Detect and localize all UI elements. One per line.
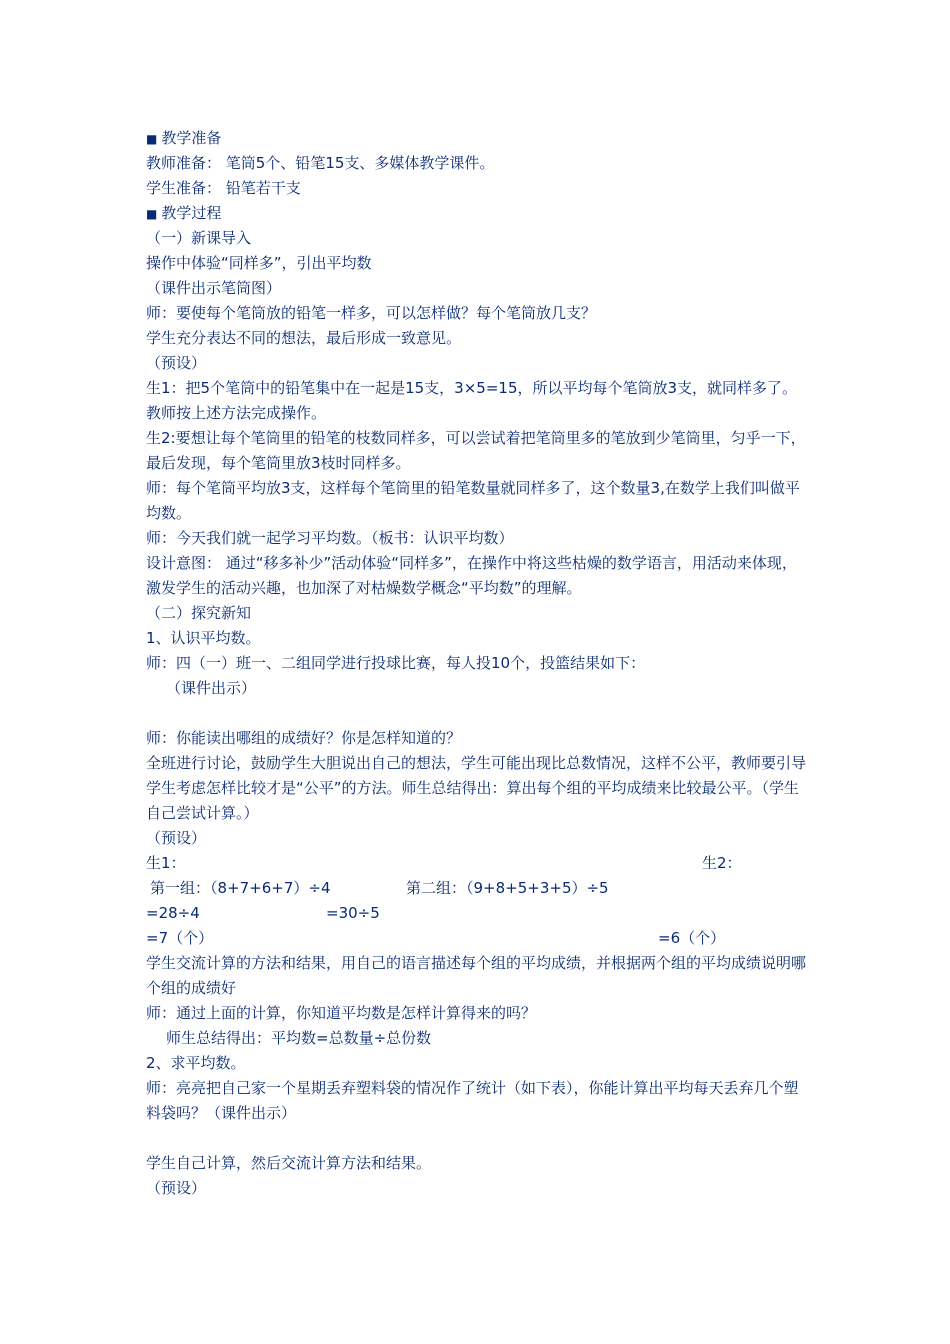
document-body bbox=[146, 126, 806, 1201]
group-1-formula: 第一组：（8+7+6+7）÷4 bbox=[150, 879, 331, 897]
section-heading: ■ 教学过程 bbox=[146, 204, 222, 222]
bullet-icon: ■ bbox=[146, 207, 158, 221]
group-2-formula: 第二组：（9+8+5+3+5）÷5 bbox=[406, 879, 609, 897]
calc-row-students bbox=[146, 851, 806, 876]
paragraph: 生2:要想让每个笔筒里的铅笔的枝数同样多，可以尝试着把笔筒里多的笔放到少笔筒里，匀乎一下，最后发现，每个笔筒里放3枝时同样多。 bbox=[146, 429, 806, 472]
paragraph: （预设） bbox=[146, 829, 207, 847]
paragraph: （预设） bbox=[146, 1179, 207, 1197]
calc-row-step bbox=[146, 901, 806, 926]
paragraph: 生1：把5个笔筒中的铅笔集中在一起是15支，3×5=15，所以平均每个笔筒放3支，就同样多了。 bbox=[146, 379, 798, 397]
paragraph: 师：通过上面的计算，你知道平均数是怎样计算得来的吗？ bbox=[146, 1004, 537, 1022]
paragraph: 2、求平均数。 bbox=[146, 1054, 246, 1072]
student-1-label: 生1： bbox=[146, 854, 186, 872]
group-1-result: =7（个） bbox=[146, 929, 214, 947]
paragraph: 师：你能读出哪组的成绩好？你是怎样知道的？ bbox=[146, 729, 462, 747]
section-heading: ■ 教学准备 bbox=[146, 129, 222, 147]
paragraph: 教师准备： 笔筒5个、铅笔15支、多媒体教学课件。 bbox=[146, 154, 495, 172]
paragraph: （课件出示笔筒图） bbox=[146, 279, 282, 297]
blank-line bbox=[146, 1126, 806, 1151]
subsection-heading: （二）探究新知 bbox=[146, 604, 252, 622]
paragraph: 操作中体验“同样多”，引出平均数 bbox=[146, 254, 372, 272]
paragraph: 师：四（一）班一、二组同学进行投球比赛，每人投10个，投篮结果如下： bbox=[146, 654, 646, 672]
paragraph: 全班进行讨论，鼓励学生大胆说出自己的想法，学生可能出现比总数情况，这样不公平，教师要引导学生考虑怎样比较才是“公平”的方法。师生总结得出：算出每个组的平均成绩来比较最公平。（学生自己尝试计算。） bbox=[146, 754, 807, 822]
group-1-step: =28÷4 bbox=[146, 904, 200, 922]
subsection-heading: （一）新课导入 bbox=[146, 229, 252, 247]
calc-row-results bbox=[146, 926, 806, 951]
paragraph: 师：要使每个笔筒放的铅笔一样多，可以怎样做？每个笔筒放几支？ bbox=[146, 304, 597, 322]
group-2-step: =30÷5 bbox=[326, 904, 380, 922]
paragraph: 学生充分表达不同的想法，最后形成一致意见。 bbox=[146, 329, 462, 347]
paragraph: 学生准备： 铅笔若干支 bbox=[146, 179, 301, 197]
paragraph: 师：亮亮把自己家一个星期丢弃塑料袋的情况作了统计（如下表），你能计算出平均每天丢弃几个塑料袋吗？（课件出示） bbox=[146, 1079, 799, 1122]
paragraph: （课件出示） bbox=[166, 679, 257, 697]
paragraph: 学生自己计算，然后交流计算方法和结果。 bbox=[146, 1154, 432, 1172]
calc-row-formulas bbox=[146, 876, 806, 901]
group-2-result: =6（个） bbox=[658, 929, 726, 947]
paragraph: （预设） bbox=[146, 354, 207, 372]
student-2-label: 生2： bbox=[702, 854, 742, 872]
blank-line bbox=[146, 701, 806, 726]
design-intent-paragraph: 设计意图： 通过“移多补少”活动体验“同样多”，在操作中将这些枯燥的数学语言，用活动来体现，激发学生的活动兴趣，也加深了对枯燥数学概念“平均数”的理解。 bbox=[146, 554, 797, 597]
bullet-icon: ■ bbox=[146, 132, 158, 146]
paragraph: 学生交流计算的方法和结果，用自己的语言描述每个组的平均成绩，并根据两个组的平均成绩说明哪个组的成绩好 bbox=[146, 954, 807, 997]
paragraph: 师：今天我们就一起学习平均数。（板书：认识平均数） bbox=[146, 529, 514, 547]
formula-summary: 师生总结得出：平均数=总数量÷总份数 bbox=[166, 1029, 432, 1047]
paragraph: 师：每个笔筒平均放3支，这样每个笔筒里的铅笔数量就同样多了，这个数量3,在数学上我们叫做平均数。 bbox=[146, 479, 800, 522]
paragraph: 教师按上述方法完成操作。 bbox=[146, 404, 327, 422]
paragraph: 1、认识平均数。 bbox=[146, 629, 261, 647]
